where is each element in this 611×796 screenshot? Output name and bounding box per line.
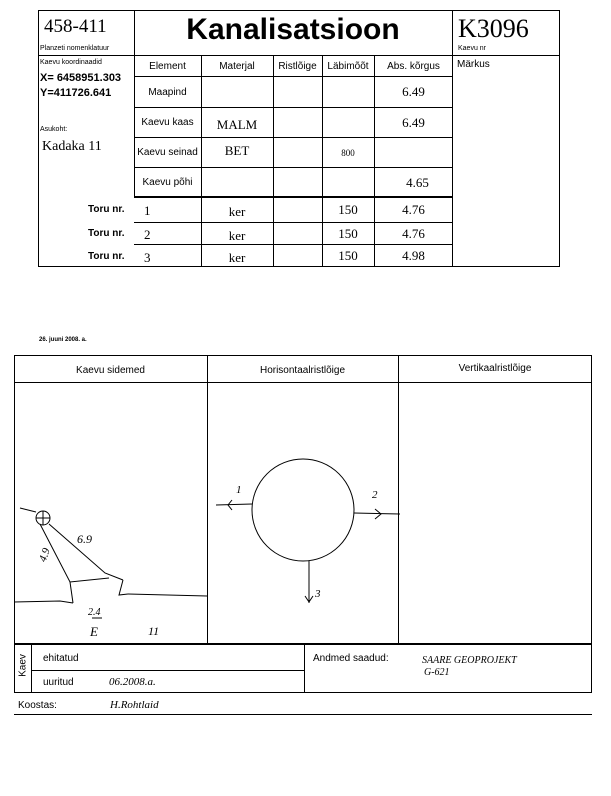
- signature-line: [14, 714, 592, 715]
- pipe-label: Toru nr.: [88, 228, 125, 239]
- pipe-label: Toru nr.: [88, 204, 125, 215]
- compiled-by: H.Rohtlaid: [110, 699, 159, 711]
- col-header-section: Ristlõige: [278, 60, 317, 72]
- pipe-material: ker: [228, 249, 246, 265]
- col-header-element: Element: [149, 60, 186, 72]
- sketch-label: 6.9: [77, 532, 92, 546]
- built-label: ehitatud: [43, 653, 79, 664]
- surveyed-label: uuritud: [43, 677, 74, 688]
- sketch-label: E: [90, 624, 98, 639]
- pipe-nr: 1: [144, 203, 151, 218]
- row-material: MALM: [216, 116, 258, 132]
- pipe-number-3: 3: [315, 588, 321, 600]
- col-header-diameter: Läbimõõt: [327, 60, 369, 72]
- sketch-label: 2.4: [88, 607, 101, 618]
- nomenclature-label: Planzeti nomenklatuur: [40, 45, 110, 52]
- well-side-label: Kaev: [17, 654, 29, 677]
- remark-header: Märkus: [457, 59, 490, 70]
- pipe-diameter: 150: [338, 247, 358, 263]
- row-material: BET: [224, 142, 250, 158]
- coord-x: X= 6458951.303: [40, 72, 122, 84]
- data-from-code: G-621: [424, 667, 450, 678]
- col-header-horizontal-section: Horisontaalristlõige: [259, 364, 346, 376]
- address-value: Kadaka 11: [42, 139, 102, 154]
- pipe-line: [216, 504, 252, 505]
- page-title: Kanalisatsioon: [186, 13, 400, 46]
- pipe-height: 4.98: [402, 247, 425, 263]
- row-element: Kaevu kaas: [141, 117, 194, 128]
- row-height: 6.49: [402, 114, 425, 130]
- row-height: 4.65: [406, 174, 429, 190]
- data-from-label: Andmed saadud:: [313, 653, 389, 664]
- pipe-diameter: 150: [338, 202, 358, 217]
- pipe-material: ker: [228, 227, 246, 243]
- pipe-height: 4.76: [402, 202, 425, 217]
- pipe-line: [354, 513, 400, 514]
- col-header-vertical-section: Vertikaalristlõige: [458, 362, 532, 374]
- footer-form: [14, 644, 592, 693]
- row-diameter: 800: [341, 147, 355, 158]
- col-header-height: Abs. kõrgus: [387, 60, 440, 72]
- pipe-nr: 2: [144, 227, 151, 242]
- well-code: K3096: [458, 14, 529, 43]
- col-header-well-ties: Kaevu sidemed: [76, 364, 145, 376]
- pipe-number-1: 1: [236, 484, 242, 496]
- sketch-label: 11: [148, 624, 160, 638]
- row-element: Kaevu põhi: [142, 177, 193, 188]
- document-date: 26. juuni 2008. a.: [39, 337, 87, 343]
- row-element: Maapind: [148, 86, 187, 98]
- pipe-number-2: 2: [372, 489, 378, 501]
- nomenclature-code: 458-411: [44, 16, 107, 37]
- data-from-company: SAARE GEOPROJEKT: [422, 655, 517, 666]
- address-label: Asukoht:: [40, 126, 68, 133]
- pipe-nr: 3: [144, 250, 151, 265]
- pipe-material: ker: [228, 203, 246, 219]
- pipe-height: 4.76: [402, 225, 425, 241]
- coord-y: Y=411726.641: [40, 87, 112, 99]
- col-header-material: Materjal: [219, 60, 255, 72]
- well-code-label: Kaevu nr: [458, 45, 487, 52]
- sketch-label: 4.9: [36, 546, 53, 564]
- row-height: 6.49: [402, 84, 425, 99]
- compiled-label: Koostas:: [18, 700, 57, 711]
- pipe-label: Toru nr.: [88, 251, 125, 262]
- coords-label: Kaevu koordinaadid: [40, 59, 102, 66]
- pipe-diameter: 150: [338, 225, 358, 241]
- well-circle: [252, 459, 354, 561]
- row-element: Kaevu seinad: [137, 147, 198, 158]
- surveyed-date: 06.2008.a.: [109, 676, 156, 688]
